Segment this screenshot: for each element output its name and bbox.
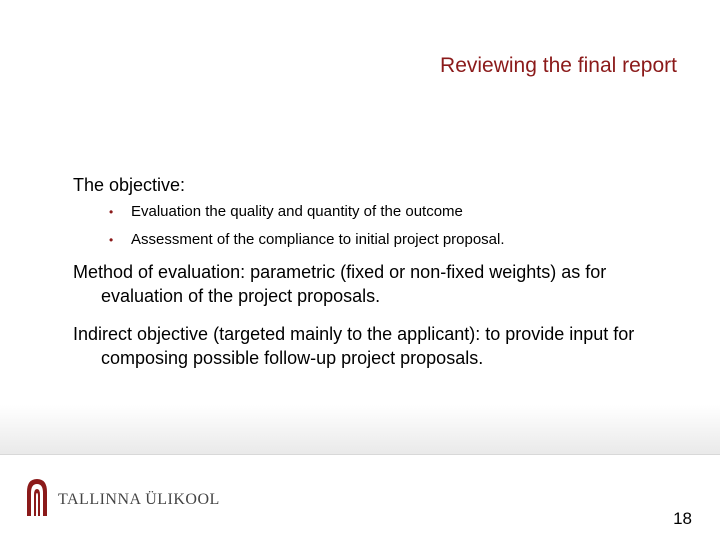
slide-body [73,173,683,370]
bullet-text: Assessment of the compliance to initial project proposal. [131,231,505,248]
university-name: TALLINNA ÜLIKOOL [58,491,220,508]
bullet-dot-icon: • [109,205,114,219]
bullet-dot-icon: • [109,233,114,247]
slide-title: Reviewing the final report [440,54,677,77]
tallinn-university-logo-icon [26,478,48,516]
footer-band [0,405,720,455]
bullet-item [109,230,683,250]
objective-bullet-list [73,202,683,250]
indirect-objective-paragraph: Indirect objective (targeted mainly to the applicant): to provide input for composing possible follow-up project proposals. [73,324,635,368]
bullet-text: Evaluation the quality and quantity of the outcome [131,203,463,220]
page-number: 18 [673,509,692,528]
objective-heading: The objective: [73,175,186,195]
method-paragraph: Method of evaluation: parametric (fixed or non-fixed weights) as for evaluation of the project proposals. [73,262,607,306]
bullet-item [109,202,683,222]
footer-divider [0,454,720,455]
